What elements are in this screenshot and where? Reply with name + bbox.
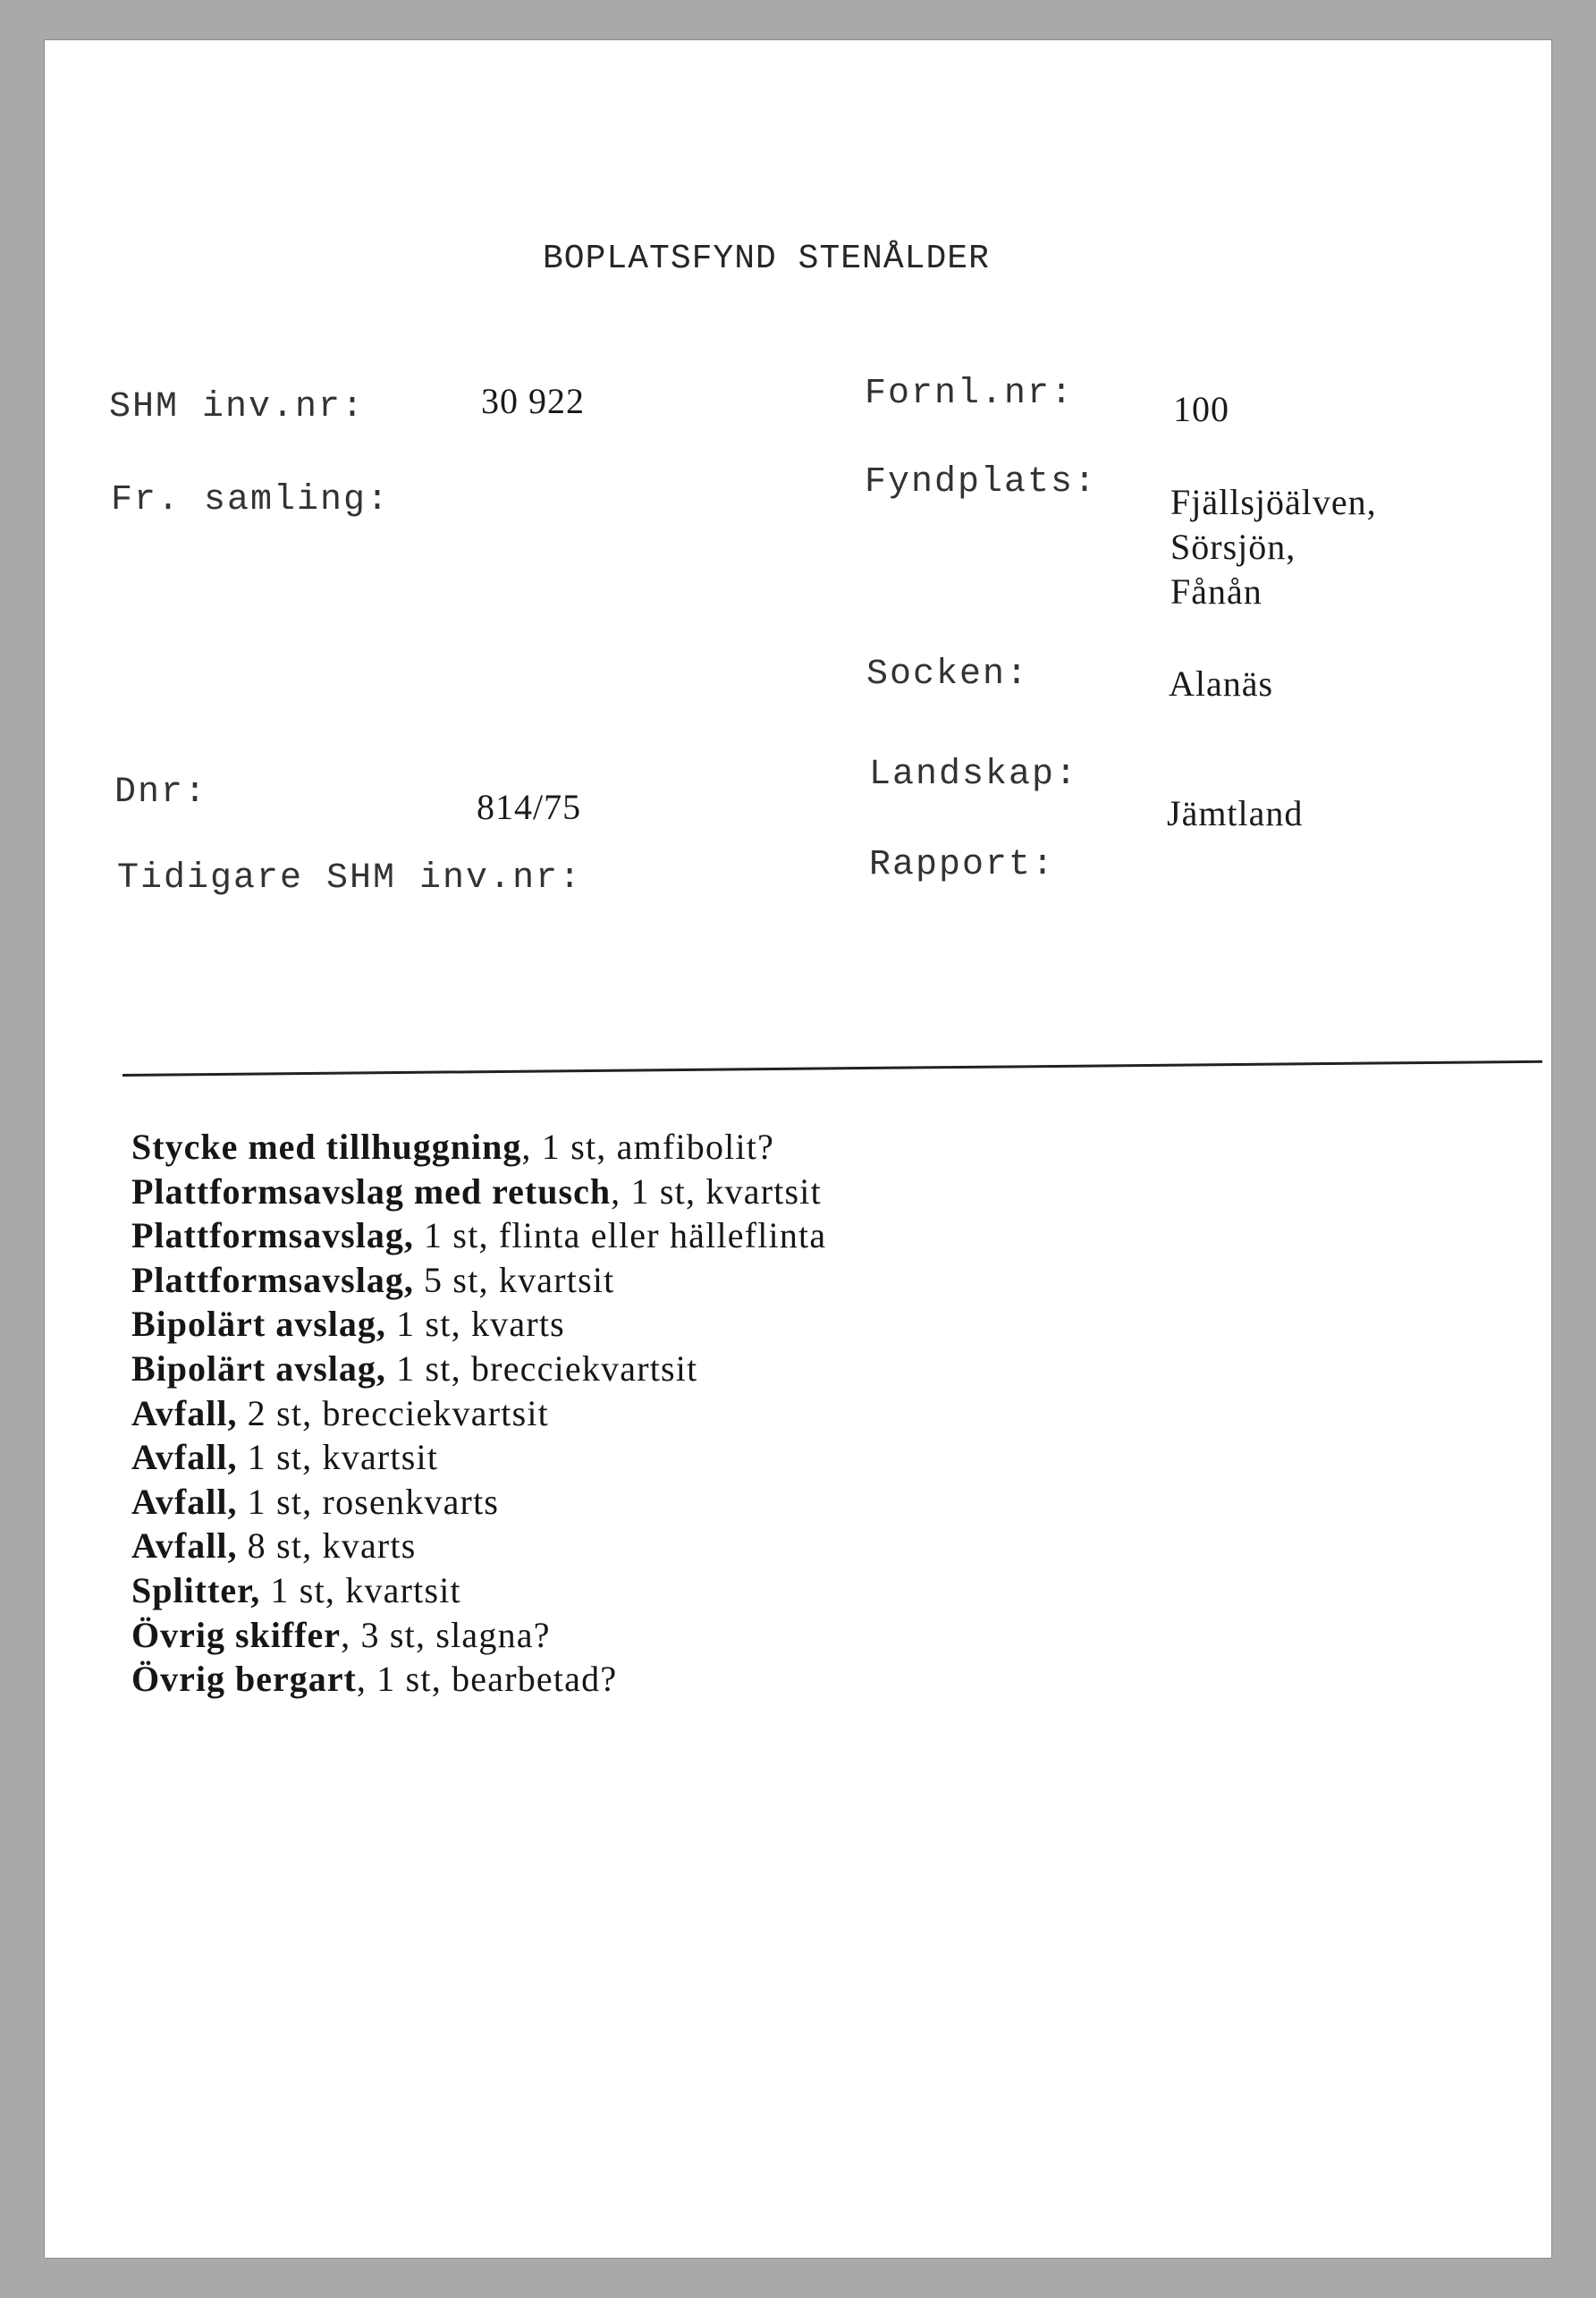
- find-detail: 1 st, brecciekvartsit: [385, 1348, 698, 1389]
- fornl-label: Fornl.nr:: [865, 374, 1075, 414]
- find-item: [131, 1524, 826, 1568]
- fyndplats-value: [1170, 480, 1377, 614]
- socken-value: Alanäs: [1169, 663, 1274, 704]
- landskap-value: Jämtland: [1167, 793, 1304, 833]
- find-name: Splitter,: [131, 1569, 261, 1610]
- find-item: [131, 1258, 826, 1303]
- find-item: [131, 1170, 826, 1214]
- find-name: Stycke med tillhuggning: [131, 1127, 522, 1167]
- find-name: Avfall,: [131, 1481, 238, 1522]
- find-item: [131, 1613, 826, 1658]
- find-item: [131, 1657, 826, 1702]
- find-detail: 1 st, kvartsit: [260, 1569, 461, 1610]
- find-name: Plattformsavslag,: [131, 1259, 414, 1300]
- find-item: [131, 1302, 826, 1347]
- find-detail: , 1 st, amfibolit?: [521, 1127, 775, 1167]
- shm-inv-label: SHM inv.nr:: [109, 387, 366, 427]
- find-detail: 1 st, kvarts: [385, 1304, 565, 1345]
- find-name: Avfall,: [131, 1392, 238, 1433]
- find-item: [131, 1435, 826, 1480]
- find-name: Övrig bergart: [131, 1659, 357, 1700]
- find-detail: 1 st, kvartsit: [237, 1437, 439, 1478]
- find-detail: 1 st, flinta eller hälleflinta: [413, 1215, 827, 1256]
- find-detail: 1 st, rosenkvarts: [237, 1481, 500, 1522]
- shm-inv-value: 30 922: [481, 381, 585, 421]
- find-detail: 5 st, kvartsit: [413, 1259, 615, 1300]
- tidigare-label: Tidigare SHM inv.nr:: [117, 858, 583, 899]
- find-item: [131, 1347, 826, 1391]
- finds-list: [131, 1125, 826, 1702]
- find-item: [131, 1213, 826, 1258]
- find-detail: , 3 st, slagna?: [341, 1614, 551, 1655]
- card-title: BOPLATSFYND STENÅLDER: [543, 240, 990, 278]
- fyndplats-line: Fånån: [1170, 571, 1262, 612]
- dnr-label: Dnr:: [114, 773, 208, 813]
- fornl-value: 100: [1173, 389, 1229, 429]
- find-name: Plattformsavslag,: [131, 1215, 414, 1256]
- dnr-value: 814/75: [477, 787, 582, 827]
- find-name: Plattformsavslag med retusch: [131, 1170, 612, 1212]
- find-name: Avfall,: [131, 1437, 238, 1478]
- find-name: Bipolärt avslag,: [131, 1304, 386, 1345]
- socken-label: Socken:: [866, 655, 1030, 695]
- find-item: [131, 1391, 826, 1436]
- fyndplats-label: Fyndplats:: [865, 462, 1098, 503]
- find-item: [131, 1125, 826, 1170]
- find-detail: 2 st, brecciekvartsit: [237, 1392, 549, 1433]
- find-name: Avfall,: [131, 1525, 238, 1567]
- fyndplats-line: Sörsjön,: [1170, 527, 1296, 567]
- find-item: [131, 1568, 826, 1613]
- landskap-label: Landskap:: [869, 755, 1079, 795]
- find-detail: , 1 st, kvartsit: [611, 1170, 822, 1212]
- fyndplats-line: Fjällsjöälven,: [1170, 482, 1377, 522]
- find-detail: 8 st, kvarts: [237, 1525, 417, 1567]
- find-name: Övrig skiffer: [131, 1614, 342, 1655]
- find-name: Bipolärt avslag,: [131, 1348, 386, 1389]
- find-item: [131, 1480, 826, 1525]
- rapport-label: Rapport:: [869, 845, 1056, 885]
- find-detail: , 1 st, bearbetad?: [356, 1659, 618, 1700]
- samling-label: Fr. samling:: [111, 480, 391, 520]
